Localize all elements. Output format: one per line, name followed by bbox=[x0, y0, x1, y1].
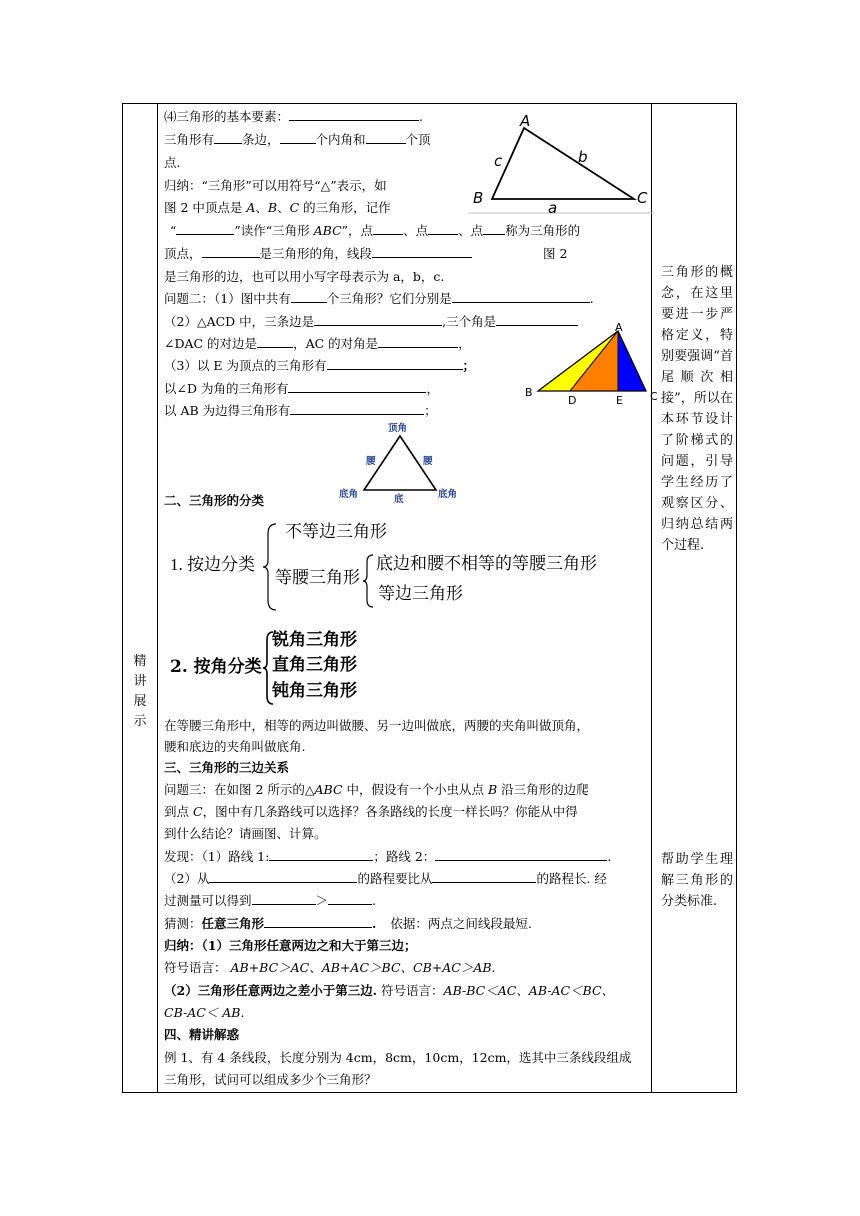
acute-triangle: 锐角三角形 bbox=[272, 630, 357, 650]
base-angle-left-label: 底角 bbox=[339, 489, 359, 500]
vertex-e-label: E bbox=[616, 394, 623, 407]
scalene-triangle: 不等边三角形 bbox=[285, 522, 387, 542]
section-3-title: 三、三角形的三边关系 bbox=[164, 760, 290, 775]
side-c-label: c bbox=[494, 152, 503, 170]
row-label: 精 讲 展 示 bbox=[133, 654, 147, 729]
symbol-language-1: 符号语言： AB+BC＞AC、AB+AC＞BC、CB+AC＞AB. bbox=[164, 960, 496, 975]
discovery-line-1: 发现：（1）路线 1: ；路线 2： . bbox=[164, 849, 612, 864]
isosceles-triangle-figure bbox=[330, 418, 470, 506]
brace-isosceles bbox=[362, 553, 376, 609]
basic-elements-line: ⑷三角形的基本要素： . bbox=[164, 109, 423, 124]
question-3-line-2: 到点 C，图中有几条路线可以选择？各条路线的长度一样长吗？你能从中得 bbox=[164, 804, 578, 819]
question-2-line-1: 问题二：（1）图中共有 个三角形？它们分别是 . bbox=[164, 291, 594, 306]
figure-2-caption: 图 2 bbox=[543, 246, 568, 261]
right-triangle: 直角三角形 bbox=[272, 655, 357, 675]
column-divider-left bbox=[157, 104, 158, 1092]
summary-line-2: 图 2 中顶点是 A、B、C 的三角形，记作 bbox=[164, 200, 391, 215]
classify-by-angles-label: 2. 按角分类 bbox=[170, 657, 262, 677]
vertex-c-label: C bbox=[650, 390, 658, 403]
obtuse-triangle: 钝角三角形 bbox=[272, 681, 357, 701]
symbol-language-2: CB-AC＜ AB. bbox=[164, 1005, 245, 1020]
question-3-line-3: 到什么结论？请画图、计算。 bbox=[164, 826, 327, 841]
guess-line: 猜测：任意三角形 . 依据：两点之间线段最短. bbox=[164, 916, 532, 931]
base-angle-right-label: 底角 bbox=[438, 489, 458, 500]
classify-by-sides-label: 1. 按边分类 bbox=[170, 555, 255, 574]
vertex-a-label: A bbox=[615, 321, 623, 334]
example-1-line-2: 三角形，试问可以组成多少个三角形？ bbox=[164, 1072, 377, 1087]
isosceles-triangle-item: 等腰三角形 bbox=[275, 568, 360, 588]
side-b-label: b bbox=[578, 148, 588, 166]
vertex-b-label: B bbox=[473, 189, 484, 207]
discovery-line-3: 过测量可以得到 ＞ . bbox=[164, 893, 377, 908]
apex-angle-label: 顶角 bbox=[388, 423, 408, 434]
isosceles-definition-line-1: 在等腰三角形中，相等的两边叫做腰、另一边叫做底，两腰的夹角叫做顶角， bbox=[164, 718, 590, 733]
question-2-line-5: 以∠D 为角的三角形有 ， bbox=[164, 381, 439, 396]
elements-counts-line-2: 点. bbox=[164, 155, 181, 170]
summary-line-3: “ ”读作“三角形 ABC”，点 、点 、点 称为三角形的 bbox=[170, 223, 581, 238]
vertex-a-label: A bbox=[520, 112, 531, 130]
section-4-title: 四、精讲解惑 bbox=[164, 1027, 240, 1042]
example-1-line-1: 例 1、有 4 条线段，长度分别为 4cm，8cm，10cm，12cm，选其中三条线段组成 bbox=[164, 1050, 632, 1065]
summary-rule-1: 归纳：（1）三角形任意两边之和大于第三边； bbox=[164, 938, 417, 953]
brace-sides bbox=[262, 522, 280, 612]
section-2-title: 二、三角形的分类 bbox=[164, 493, 265, 508]
triangle-abc bbox=[492, 128, 634, 199]
non-equilateral-isosceles: 底边和腰不相等的等腰三角形 bbox=[376, 554, 597, 574]
teaching-note-concept: 三角形的概念，在这里要进一步严格定义，特别要强调“首尾顺次相接”，所以在本环节设计了阶梯式的问题，引导学生经历了观察区分、归纳总结两个过程. bbox=[661, 265, 733, 553]
equilateral-triangle: 等边三角形 bbox=[378, 584, 463, 604]
column-divider-right bbox=[651, 104, 652, 1092]
summary-line-5: 是三角形的边，也可以用小写字母表示为 a，b，c. bbox=[164, 269, 445, 284]
leg-left-label: 腰 bbox=[366, 456, 376, 467]
isosceles-definition-line-2: 腰和底边的夹角叫做底角. bbox=[164, 739, 306, 754]
base-label: 底 bbox=[394, 494, 404, 505]
question-2-line-6: 以 AB 为边得三角形有 ； bbox=[164, 403, 437, 418]
question-3-line-1: 问题三：在如图 2 所示的△ABC 中，假设有一个小虫从点 B 沿三角形的边爬 bbox=[164, 782, 589, 797]
vertex-c-label: C bbox=[637, 189, 648, 207]
elements-counts-line: 三角形有 条边， 个内角和 个顶 bbox=[164, 132, 431, 147]
summary-line-1: 归纳：“三角形”可以用符号“△”表示，如 bbox=[164, 178, 387, 193]
discovery-line-2: （2）从 的路程要比从 的路程长. 经 bbox=[164, 871, 607, 886]
vertex-d-label: D bbox=[568, 394, 577, 407]
triangle-abc-figure bbox=[468, 110, 658, 220]
vertex-b-label: B bbox=[525, 386, 533, 399]
question-2-line-2: （2）△ACD 中，三条边是 ,三个角是 bbox=[164, 313, 578, 330]
summary-rule-2: （2）三角形任意两边之差小于第三边. 符号语言：AB-BC＜AC、AB-AC＜BC、 bbox=[164, 983, 615, 998]
side-a-label: a bbox=[548, 199, 558, 217]
teaching-note-classification: 帮助学生理解三角形的分类标准. bbox=[661, 852, 733, 909]
question-2-line-3: ∠DAC 的对边是 ，AC 的对角是 ， bbox=[164, 336, 471, 351]
question-2-line-4: （3）以 E 为顶点的三角形有 ； bbox=[164, 358, 476, 373]
summary-line-4: 顶点， 是三角形的角，线段 bbox=[164, 245, 472, 262]
leg-right-label: 腰 bbox=[423, 456, 433, 467]
colored-triangle-figure bbox=[520, 318, 662, 410]
